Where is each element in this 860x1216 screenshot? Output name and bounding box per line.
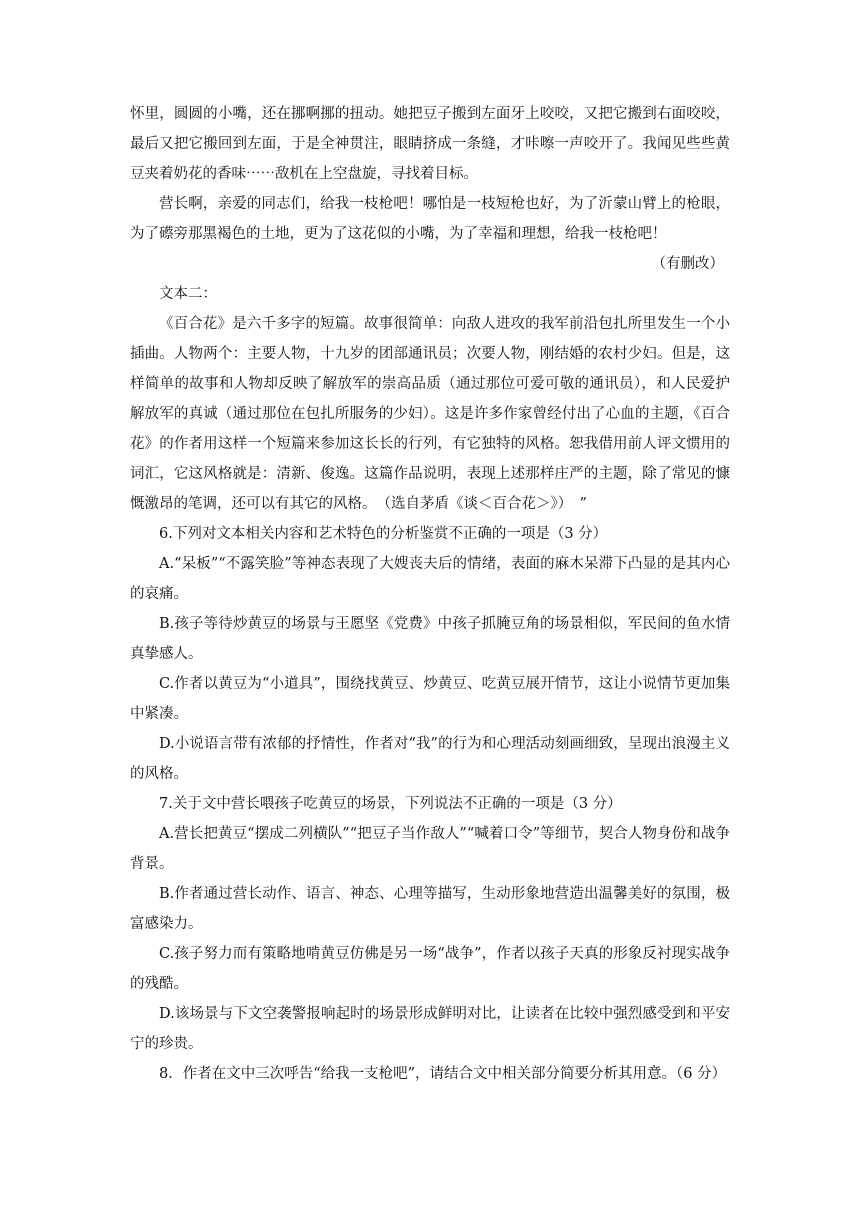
question-7-option-a: A.营长把黄豆“摆成二列横队”“把豆子当作敌人”“喊着口令”等细节，契合人物身份和战争背景。 xyxy=(130,826,730,872)
question-8-stem: 8．作者在文中三次呼告“给我一支枪吧”，请结合文中相关部分简要分析其用意。（6 分） xyxy=(159,1066,727,1082)
question-6-option-b: B.孩子等待炒黄豆的场景与王愿坚《党费》中孩子抓腌豆角的场景相似，军民间的鱼水情真挚感人。 xyxy=(130,616,730,662)
text2-body: 《百合花》是六千多字的短篇。故事很简单：向敌人进攻的我军前沿包扎所里发生一个小插曲。人物两个：主要人物，十九岁的团部通讯员；次要人物，刚结婚的农村少妇。但是，这样简单的故事和人物却反映了解放军的崇高品质（通过那位可爱可敬的通讯员），和人民爱护解放军的真诚（通过那位在包扎所服务的少妇）。这是许多作家曾经付出了心血的主题，《百合花》的作者用这样一个短篇来参加这长长的行列，有它独特的风格。恕我借用前人评文惯用的词汇，它这风格就是：清新、俊逸。这篇作品说明，表现上述那样庄严的主题，除了常见的慷慨激昂的笔调，还可以有其它的风格。 （选自茅盾《谈＜百合花＞》） ” xyxy=(130,316,730,512)
question-6-stem: 6.下列对文本相关内容和艺术特色的分析鉴赏不正确的一项是（3 分） xyxy=(159,526,608,542)
question-7-option-c: C.孩子努力而有策略地啃黄豆仿佛是另一场“战争”，作者以孩子天真的形象反衬现实战争的残酷。 xyxy=(130,946,730,992)
text1-closing-paragraph: 营长啊，亲爱的同志们，给我一枝枪吧！哪怕是一枝短枪也好，为了沂蒙山臂上的枪眼，为了礤旁那黑褐色的土地，更为了这花似的小嘴，为了幸福和理想，给我一枝枪吧！ xyxy=(130,196,730,242)
question-6-option-a: A.“呆板”“不露笑脸”等神态表现了大嫂丧夫后的情绪，表面的麻木呆滞下凸显的是其内心的哀痛。 xyxy=(130,556,730,602)
question-7-option-b: B.作者通过营长动作、语言、神态、心理等描写，生动形象地营造出温馨美好的氛围，极富感染力。 xyxy=(130,886,730,932)
text1-edit-note: （有删改） xyxy=(651,256,724,272)
text1-paragraph-end: 怀里，圆圆的小嘴，还在挪啊挪的扭动。她把豆子搬到左面牙上咬咬，又把它搬到右面咬咬，最后又把它搬回到左面，于是全神贯注，眼睛挤成一条缝，才咔嚓一声咬开了。我闻见些些黄豆夹着奶花的香味⋯⋯敌机在上空盘旋，寻找着目标。 xyxy=(130,106,730,182)
question-6-option-c: C.作者以黄豆为“小道具”，围绕找黄豆、炒黄豆、吃黄豆展开情节，这让小说情节更加集中紧凑。 xyxy=(130,676,730,722)
exam-page xyxy=(130,99,730,1089)
question-7-option-d: D.该场景与下文空袭警报响起时的场景形成鲜明对比，让读者在比较中强烈感受到和平安宁的珍贵。 xyxy=(130,1006,730,1052)
question-6-option-d: D.小说语言带有浓郁的抒情性，作者对“我”的行为和心理活动刻画细致，呈现出浪漫主义的风格。 xyxy=(130,736,730,782)
question-7-stem: 7.关于文中营长喂孩子吃黄豆的场景，下列说法不正确的一项是（3 分） xyxy=(159,796,622,812)
text2-label: 文本二： xyxy=(159,286,217,302)
